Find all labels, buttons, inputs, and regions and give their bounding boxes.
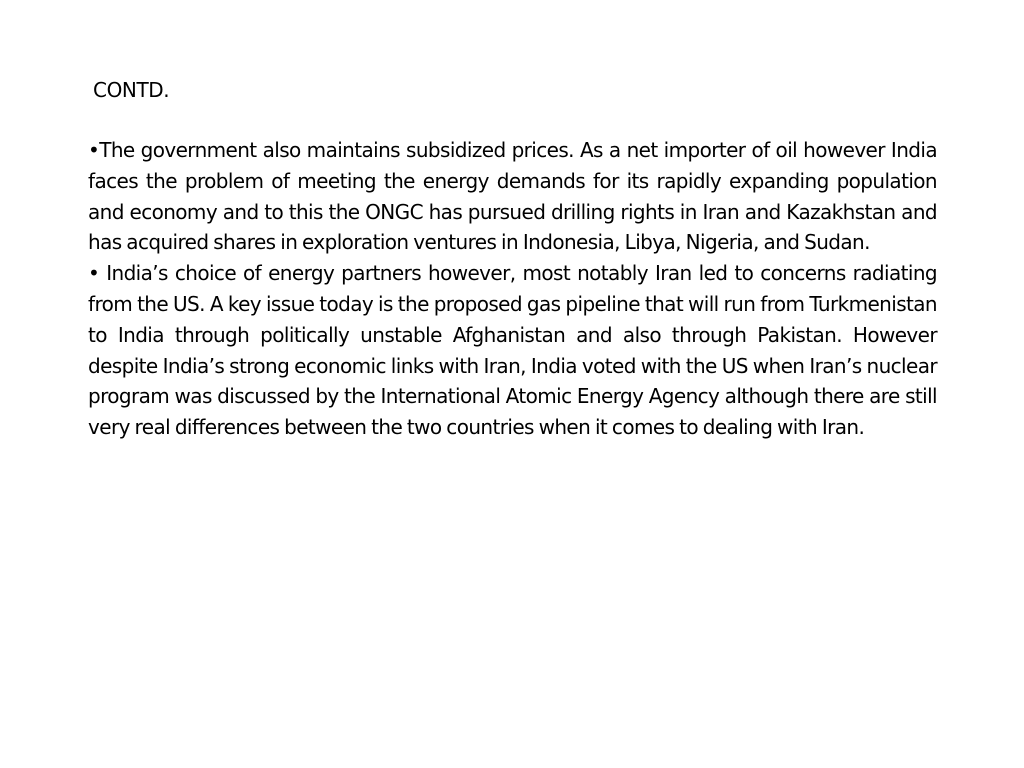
slide-body [88, 135, 937, 443]
slide-heading: CONTD. [93, 78, 170, 102]
bullet-paragraph: • India’s choice of energy partners however, most notably Iran led to concerns radiating from the US. A key issue today is the proposed gas pipeline that will run from Turkmenistan to India through politically unstable Afghanistan and also through Pakistan. However despite India’s strong economic links with Iran, India voted with the US when Iran’s nuclear program was discussed by the International Atomic Energy Agency although there are still very real differences between the two countries when it comes to dealing with Iran. [88, 261, 937, 440]
bullet-paragraph: •The government also maintains subsidized prices. As a net importer of oil however India faces the problem of meeting the energy demands for its rapidly expanding population and economy and to this the ONGC has pursued drilling rights in Iran and Kazakhstan and has acquired shares in exploration ventures in Indonesia, Libya, Nigeria, and Sudan. [88, 138, 937, 255]
